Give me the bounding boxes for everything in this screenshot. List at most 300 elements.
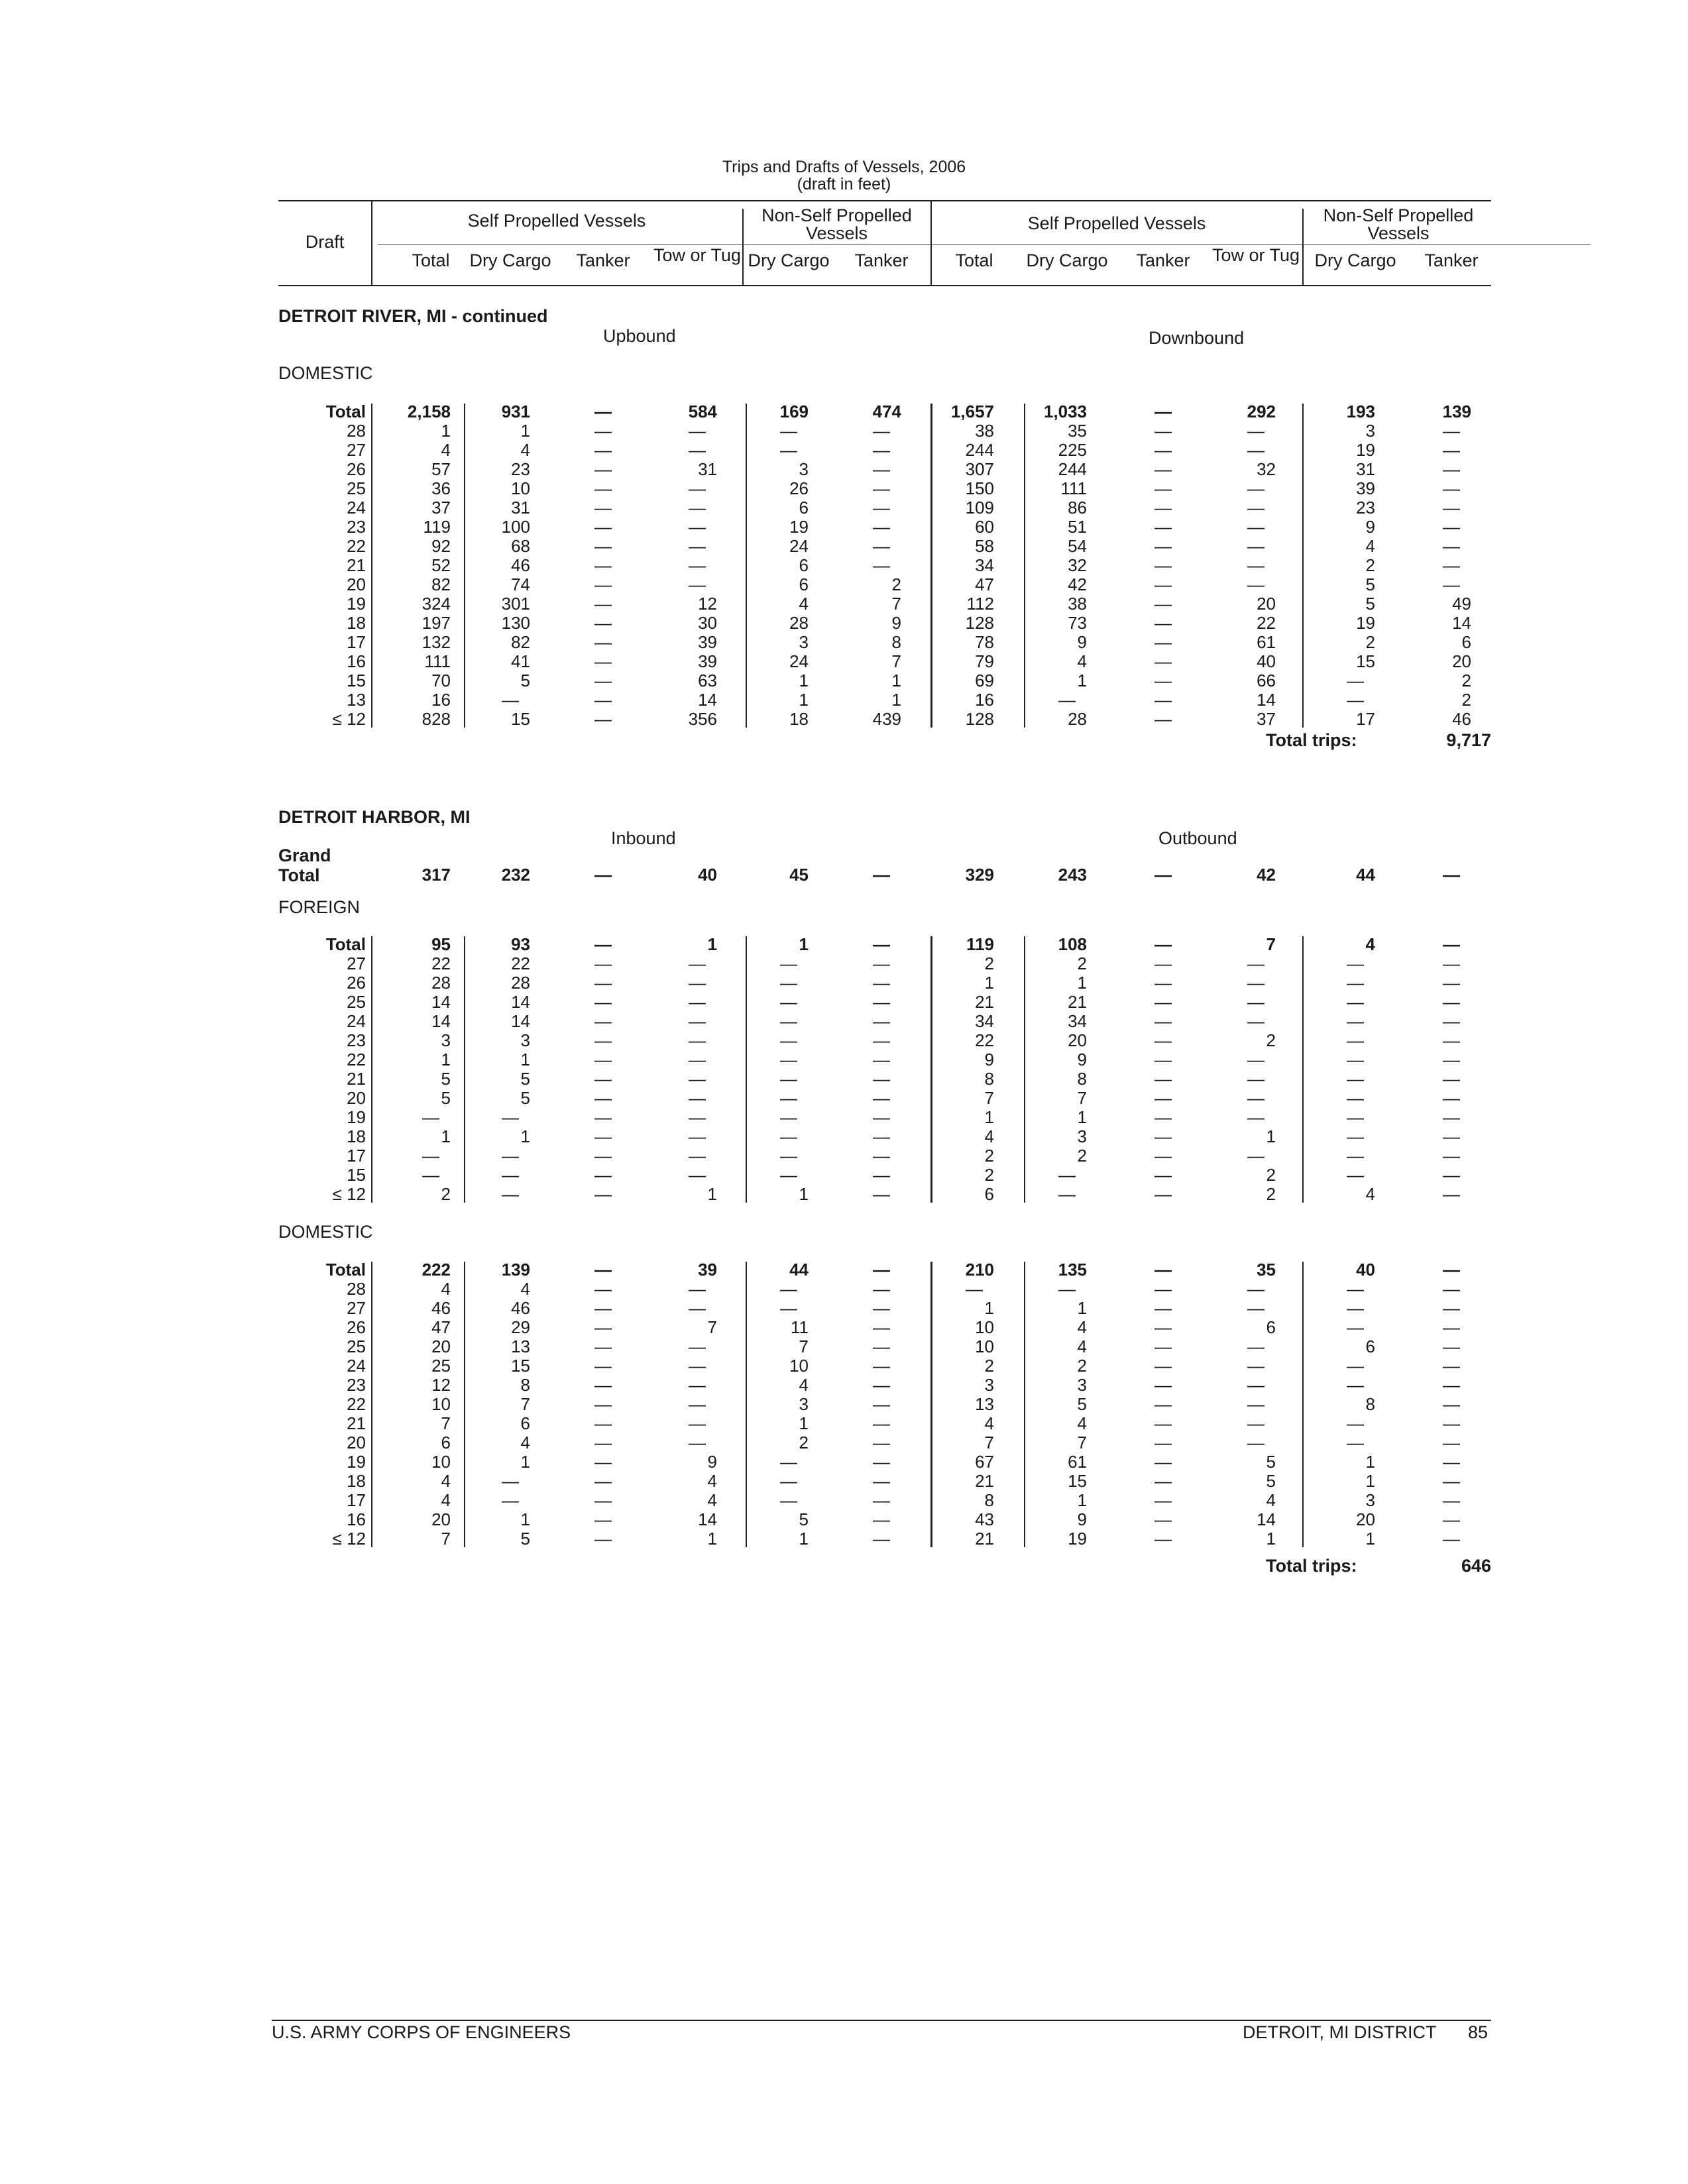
cell-col-3: — xyxy=(689,1050,706,1069)
cell-col-4: — xyxy=(780,1471,797,1491)
harbor-domestic-row xyxy=(0,1376,1688,1395)
draft-label: 19 xyxy=(347,1452,366,1472)
draft-label: 20 xyxy=(347,1088,366,1108)
harbor-domestic-row xyxy=(0,1414,1688,1433)
draft-label: 26 xyxy=(347,459,366,479)
cell-col-1: 1 xyxy=(520,1509,530,1529)
cell-col-10: — xyxy=(1347,1050,1364,1069)
cell-col-6: 1 xyxy=(984,1107,994,1127)
cell-col-3: — xyxy=(689,1356,706,1376)
cell-col-11: — xyxy=(1443,1279,1460,1299)
cell-col-6: 1 xyxy=(984,973,994,993)
cell-col-7: 1,033 xyxy=(1043,402,1087,421)
cell-col-9: — xyxy=(1247,1011,1265,1031)
cell-col-9: 1 xyxy=(1266,1126,1276,1146)
cell-col-8: — xyxy=(1154,973,1172,993)
harbor-domestic-row xyxy=(0,1529,1688,1549)
cell-col-1: 29 xyxy=(511,1317,530,1337)
cell-col-7: 86 xyxy=(1068,498,1087,518)
cell-col-6: 21 xyxy=(975,1471,994,1491)
cell-col-4: — xyxy=(780,1069,797,1089)
cell-col-7: 8 xyxy=(1077,1069,1087,1089)
draft-label: 13 xyxy=(347,690,366,710)
cell-col-3: — xyxy=(689,954,706,973)
direction-left: Upbound xyxy=(603,326,676,346)
cell-col-11: — xyxy=(1443,555,1460,575)
cell-col-10: 8 xyxy=(1365,1394,1375,1414)
cell-col-3: 584 xyxy=(688,402,717,421)
cell-col-3: 14 xyxy=(698,690,717,710)
cell-col-9: 61 xyxy=(1257,632,1276,652)
draft-label: ≤ 12 xyxy=(332,1184,366,1204)
river-domestic-row xyxy=(0,710,1688,729)
cell-col-0: 3 xyxy=(441,1030,451,1050)
cell-col-8: — xyxy=(1154,1490,1172,1510)
draft-label: 23 xyxy=(347,517,366,537)
cell-col-2: — xyxy=(594,1375,612,1395)
cell-col-2: — xyxy=(594,440,612,460)
cell-col-6: 150 xyxy=(965,478,994,498)
cell-col-11: — xyxy=(1443,1126,1460,1146)
cell-col-3: 9 xyxy=(707,1452,717,1472)
cell-col-8: — xyxy=(1154,1030,1172,1050)
cell-col-5: — xyxy=(873,1471,890,1491)
cell-col-4: 24 xyxy=(789,651,809,671)
harbor-domestic-row xyxy=(0,1491,1688,1510)
cell-col-7: 42 xyxy=(1068,574,1087,594)
cell-col-6: 2 xyxy=(984,1356,994,1376)
cell-col-11: — xyxy=(1443,1413,1460,1433)
cell-col-2: — xyxy=(594,574,612,594)
cell-col-7: 7 xyxy=(1077,1088,1087,1108)
cell-col-2: — xyxy=(594,1356,612,1376)
cell-col-8: — xyxy=(1154,690,1172,710)
cell-col-9: — xyxy=(1247,517,1265,537)
cell-col-9: 37 xyxy=(1257,709,1276,729)
group-title: DOMESTIC xyxy=(278,1222,373,1242)
cell-col-2: — xyxy=(594,632,612,652)
draft-label: 27 xyxy=(347,954,366,973)
cell-col-5: — xyxy=(873,440,890,460)
cell-col-2: — xyxy=(594,1069,612,1089)
cell-col-11: — xyxy=(1443,1529,1460,1549)
grand-total-col-6: 329 xyxy=(965,865,994,885)
harbor-domestic-row xyxy=(0,1452,1688,1472)
cell-col-8: — xyxy=(1154,440,1172,460)
cell-col-3: 30 xyxy=(698,613,717,633)
cell-col-11: — xyxy=(1443,498,1460,518)
harbor-domestic-row xyxy=(0,1433,1688,1452)
cell-col-10: — xyxy=(1347,1413,1364,1433)
cell-col-1: 68 xyxy=(511,536,530,556)
cell-col-10: 23 xyxy=(1356,498,1375,518)
cell-col-1: 10 xyxy=(511,478,530,498)
cell-col-3: 39 xyxy=(698,651,717,671)
draft-label: 20 xyxy=(347,574,366,594)
draft-label: 15 xyxy=(347,671,366,690)
harbor-domestic-row xyxy=(0,1356,1688,1376)
cell-col-9: — xyxy=(1247,1394,1265,1414)
cell-col-5: — xyxy=(873,1088,890,1108)
col-header-10: Dry Cargo xyxy=(1314,250,1396,270)
draft-label: 20 xyxy=(347,1433,366,1452)
cell-col-0: 4 xyxy=(441,440,451,460)
grand-total-col-4: 45 xyxy=(789,865,809,885)
cell-col-1: 5 xyxy=(520,1529,530,1549)
cell-col-3: 356 xyxy=(688,709,717,729)
cell-col-9: — xyxy=(1247,1146,1265,1166)
draft-label: 28 xyxy=(347,421,366,441)
cell-col-4: — xyxy=(780,973,797,993)
river-domestic-row xyxy=(0,402,1688,421)
cell-col-11: — xyxy=(1443,934,1460,954)
cell-col-5: — xyxy=(873,1509,890,1529)
cell-col-7: 5 xyxy=(1077,1394,1087,1414)
col-header-1: Dry Cargo xyxy=(469,250,551,270)
hdr-non-self-propelled-right: Non-Self Propelled Vessels xyxy=(1323,205,1474,243)
cell-col-5: — xyxy=(873,1050,890,1069)
cell-col-10: 3 xyxy=(1365,1490,1375,1510)
cell-col-0: 14 xyxy=(431,1011,451,1031)
cell-col-0: 47 xyxy=(431,1317,451,1337)
grand-total-col-2: — xyxy=(594,865,612,885)
cell-col-10: — xyxy=(1347,1375,1364,1395)
cell-col-3: — xyxy=(689,1279,706,1299)
cell-col-9: — xyxy=(1247,992,1265,1012)
grand-total-col-7: 243 xyxy=(1058,865,1087,885)
cell-col-10: — xyxy=(1347,992,1364,1012)
cell-col-1: 13 xyxy=(511,1337,530,1356)
cell-col-10: — xyxy=(1347,671,1364,690)
river-domestic-row xyxy=(0,421,1688,441)
harbor-domestic-row xyxy=(0,1260,1688,1280)
cell-col-3: — xyxy=(689,555,706,575)
cell-col-11: — xyxy=(1443,421,1460,441)
cell-col-6: 4 xyxy=(984,1126,994,1146)
hdr-self-propelled-right: Self Propelled Vessels xyxy=(1027,213,1206,233)
cell-col-8: — xyxy=(1154,478,1172,498)
cell-col-5: 7 xyxy=(891,651,901,671)
cell-col-9: — xyxy=(1247,536,1265,556)
cell-col-7: 3 xyxy=(1077,1375,1087,1395)
draft-label: 22 xyxy=(347,1394,366,1414)
cell-col-11: — xyxy=(1443,536,1460,556)
cell-col-6: 128 xyxy=(965,709,994,729)
hdr-non-self-propelled-left: Non-Self Propelled Vessels xyxy=(761,205,912,243)
cell-col-6: — xyxy=(966,1279,983,1299)
cell-col-3: — xyxy=(689,1337,706,1356)
draft-label: Total xyxy=(325,1260,366,1280)
cell-col-10: 5 xyxy=(1365,574,1375,594)
cell-col-8: — xyxy=(1154,1375,1172,1395)
total-trips-value: 9,717 xyxy=(1446,730,1491,750)
cell-col-8: — xyxy=(1154,594,1172,614)
draft-label: 28 xyxy=(347,1279,366,1299)
harbor-foreign-row xyxy=(0,954,1688,973)
cell-col-3: — xyxy=(689,478,706,498)
cell-col-3: — xyxy=(689,536,706,556)
col-header-7: Dry Cargo xyxy=(1026,250,1108,270)
cell-col-10: 4 xyxy=(1365,934,1375,954)
cell-col-8: — xyxy=(1154,934,1172,954)
cell-col-2: — xyxy=(594,973,612,993)
draft-label: 17 xyxy=(347,1146,366,1166)
cell-col-10: 2 xyxy=(1365,632,1375,652)
cell-col-3: — xyxy=(689,1069,706,1089)
cell-col-2: — xyxy=(594,690,612,710)
hdr-self-propelled-left: Self Propelled Vessels xyxy=(467,211,646,231)
harbor-foreign-row xyxy=(0,973,1688,993)
draft-label: 17 xyxy=(347,632,366,652)
cell-col-9: — xyxy=(1247,498,1265,518)
cell-col-0: 2,158 xyxy=(407,402,451,421)
cell-col-3: — xyxy=(689,498,706,518)
cell-col-7: 1 xyxy=(1077,1298,1087,1318)
cell-col-4: 3 xyxy=(799,459,809,479)
cell-col-1: 139 xyxy=(501,1260,530,1280)
cell-col-1: 28 xyxy=(511,973,530,993)
cell-col-2: — xyxy=(594,1337,612,1356)
cell-col-8: — xyxy=(1154,1069,1172,1089)
cell-col-4: 1 xyxy=(799,1184,809,1204)
cell-col-5: — xyxy=(873,934,890,954)
cell-col-8: — xyxy=(1154,632,1172,652)
cell-col-6: 79 xyxy=(975,651,994,671)
cell-col-9: 4 xyxy=(1266,1490,1276,1510)
col-header-11: Tanker xyxy=(1424,250,1479,270)
harbor-domestic-row xyxy=(0,1280,1688,1299)
cell-col-6: 9 xyxy=(984,1050,994,1069)
footer-district: DETROIT, MI DISTRICT xyxy=(1243,2022,1437,2042)
grand-total-col-5: — xyxy=(873,865,890,885)
cell-col-8: — xyxy=(1154,1107,1172,1127)
cell-col-6: 4 xyxy=(984,1413,994,1433)
river-domestic-row xyxy=(0,594,1688,614)
cell-col-7: 21 xyxy=(1068,992,1087,1012)
grand-total-row xyxy=(0,865,1688,885)
draft-label: 26 xyxy=(347,1317,366,1337)
draft-label: 15 xyxy=(347,1165,366,1185)
cell-col-9: — xyxy=(1247,421,1265,441)
cell-col-1: 5 xyxy=(520,1069,530,1089)
cell-col-8: — xyxy=(1154,459,1172,479)
cell-col-10: — xyxy=(1347,1279,1364,1299)
cell-col-1: 15 xyxy=(511,1356,530,1376)
cell-col-6: 3 xyxy=(984,1375,994,1395)
cell-col-7: 35 xyxy=(1068,421,1087,441)
cell-col-5: — xyxy=(873,1126,890,1146)
cell-col-5: — xyxy=(873,1394,890,1414)
cell-col-6: 43 xyxy=(975,1509,994,1529)
cell-col-9: 6 xyxy=(1266,1317,1276,1337)
cell-col-1: — xyxy=(502,1490,519,1510)
draft-label: ≤ 12 xyxy=(332,709,366,729)
cell-col-4: — xyxy=(780,1165,797,1185)
cell-col-1: — xyxy=(502,1107,519,1127)
cell-col-8: — xyxy=(1154,709,1172,729)
cell-col-5: — xyxy=(873,498,890,518)
cell-col-4: 19 xyxy=(789,517,809,537)
cell-col-3: 39 xyxy=(698,1260,717,1280)
cell-col-3: 1 xyxy=(707,934,717,954)
cell-col-11: 2 xyxy=(1461,671,1471,690)
cell-col-1: — xyxy=(502,690,519,710)
col-header-2: Tanker xyxy=(576,250,630,270)
cell-col-0: 4 xyxy=(441,1490,451,1510)
cell-col-6: 69 xyxy=(975,671,994,690)
draft-label: 26 xyxy=(347,973,366,993)
cell-col-2: — xyxy=(594,1433,612,1452)
cell-col-10: 1 xyxy=(1365,1471,1375,1491)
cell-col-9: 7 xyxy=(1266,934,1276,954)
cell-col-7: 7 xyxy=(1077,1433,1087,1452)
cell-col-8: — xyxy=(1154,536,1172,556)
cell-col-2: — xyxy=(594,1260,612,1280)
cell-col-6: 10 xyxy=(975,1317,994,1337)
cell-col-4: 28 xyxy=(789,613,809,633)
cell-col-2: — xyxy=(594,1126,612,1146)
cell-col-11: — xyxy=(1443,954,1460,973)
direction-left: Inbound xyxy=(611,828,676,848)
cell-col-3: 4 xyxy=(707,1490,717,1510)
grand-total-col-1: 232 xyxy=(501,865,530,885)
cell-col-8: — xyxy=(1154,421,1172,441)
cell-col-0: 1 xyxy=(441,1126,451,1146)
cell-col-2: — xyxy=(594,671,612,690)
cell-col-10: — xyxy=(1347,973,1364,993)
draft-label: 21 xyxy=(347,555,366,575)
cell-col-2: — xyxy=(594,478,612,498)
cell-col-6: 47 xyxy=(975,574,994,594)
cell-col-7: 38 xyxy=(1068,594,1087,614)
cell-col-10: 40 xyxy=(1356,1260,1375,1280)
cell-col-4: — xyxy=(780,1298,797,1318)
river-domestic-row xyxy=(0,537,1688,556)
cell-col-3: — xyxy=(689,992,706,1012)
cell-col-3: — xyxy=(689,1298,706,1318)
cell-col-11: — xyxy=(1443,1490,1460,1510)
cell-col-11: — xyxy=(1443,1509,1460,1529)
cell-col-4: 6 xyxy=(799,574,809,594)
cell-col-0: 95 xyxy=(431,934,451,954)
cell-col-7: 34 xyxy=(1068,1011,1087,1031)
cell-col-1: 4 xyxy=(520,1279,530,1299)
cell-col-5: 439 xyxy=(872,709,901,729)
cell-col-4: 169 xyxy=(779,402,809,421)
cell-col-0: 1 xyxy=(441,1050,451,1069)
cell-col-1: 23 xyxy=(511,459,530,479)
cell-col-6: 119 xyxy=(966,934,994,954)
cell-col-0: 6 xyxy=(441,1433,451,1452)
cell-col-11: — xyxy=(1443,1433,1460,1452)
cell-col-2: — xyxy=(594,1394,612,1414)
cell-col-0: 7 xyxy=(441,1413,451,1433)
cell-col-9: 292 xyxy=(1247,402,1276,421)
cell-col-11: — xyxy=(1443,1317,1460,1337)
cell-col-0: 28 xyxy=(431,973,451,993)
cell-col-4: 2 xyxy=(799,1433,809,1452)
cell-col-4: 5 xyxy=(799,1509,809,1529)
cell-col-5: 1 xyxy=(891,690,901,710)
cell-col-9: — xyxy=(1247,1107,1265,1127)
cell-col-4: 3 xyxy=(799,1394,809,1414)
cell-col-7: 32 xyxy=(1068,555,1087,575)
cell-col-7: 1 xyxy=(1077,671,1087,690)
draft-label: 16 xyxy=(347,651,366,671)
cell-col-8: — xyxy=(1154,555,1172,575)
cell-col-4: 4 xyxy=(799,594,809,614)
cell-col-2: — xyxy=(594,1509,612,1529)
cell-col-3: 39 xyxy=(698,632,717,652)
cell-col-3: — xyxy=(689,1165,706,1185)
cell-col-10: 19 xyxy=(1356,613,1375,633)
cell-col-7: 19 xyxy=(1068,1529,1087,1549)
cell-col-1: 41 xyxy=(511,651,530,671)
cell-col-8: — xyxy=(1154,1452,1172,1472)
harbor-foreign-row xyxy=(0,1108,1688,1127)
grand-total-col-0: 317 xyxy=(422,865,451,885)
cell-col-1: 4 xyxy=(520,440,530,460)
cell-col-0: 36 xyxy=(431,478,451,498)
cell-col-6: 34 xyxy=(975,555,994,575)
cell-col-5: — xyxy=(873,1452,890,1472)
cell-col-3: — xyxy=(689,1433,706,1452)
cell-col-7: 3 xyxy=(1077,1126,1087,1146)
cell-col-2: — xyxy=(594,1452,612,1472)
cell-col-9: 14 xyxy=(1257,1509,1276,1529)
cell-col-1: 5 xyxy=(520,1088,530,1108)
cell-col-10: — xyxy=(1347,1165,1364,1185)
cell-col-8: — xyxy=(1154,992,1172,1012)
cell-col-0: 10 xyxy=(431,1394,451,1414)
cell-col-10: 1 xyxy=(1365,1452,1375,1472)
cell-col-4: 24 xyxy=(789,536,809,556)
draft-label: 16 xyxy=(347,1509,366,1529)
cell-col-7: 9 xyxy=(1077,1509,1087,1529)
cell-col-2: — xyxy=(594,1146,612,1166)
draft-label: 23 xyxy=(347,1030,366,1050)
cell-col-6: 210 xyxy=(965,1260,994,1280)
cell-col-6: 60 xyxy=(975,517,994,537)
cell-col-3: — xyxy=(689,1413,706,1433)
cell-col-11: — xyxy=(1443,1011,1460,1031)
cell-col-11: 20 xyxy=(1452,651,1471,671)
cell-col-8: — xyxy=(1154,613,1172,633)
draft-label: 22 xyxy=(347,536,366,556)
cell-col-0: 2 xyxy=(441,1184,451,1204)
cell-col-6: 307 xyxy=(965,459,994,479)
cell-col-8: — xyxy=(1154,574,1172,594)
cell-col-4: — xyxy=(780,1490,797,1510)
cell-col-1: 14 xyxy=(511,992,530,1012)
cell-col-5: — xyxy=(873,1030,890,1050)
cell-col-4: — xyxy=(780,1279,797,1299)
cell-col-1: 1 xyxy=(520,1050,530,1069)
cell-col-11: — xyxy=(1443,1260,1460,1280)
cell-col-2: — xyxy=(594,1107,612,1127)
cell-col-8: — xyxy=(1154,517,1172,537)
cell-col-10: 2 xyxy=(1365,555,1375,575)
cell-col-0: 4 xyxy=(441,1471,451,1491)
cell-col-5: — xyxy=(873,1298,890,1318)
cell-col-7: 2 xyxy=(1077,954,1087,973)
river-domestic-row xyxy=(0,614,1688,633)
river-domestic-row xyxy=(0,460,1688,479)
cell-col-5: 7 xyxy=(891,594,901,614)
cell-col-9: 5 xyxy=(1266,1471,1276,1491)
cell-col-0: 82 xyxy=(431,574,451,594)
draft-label: Total xyxy=(325,402,366,421)
